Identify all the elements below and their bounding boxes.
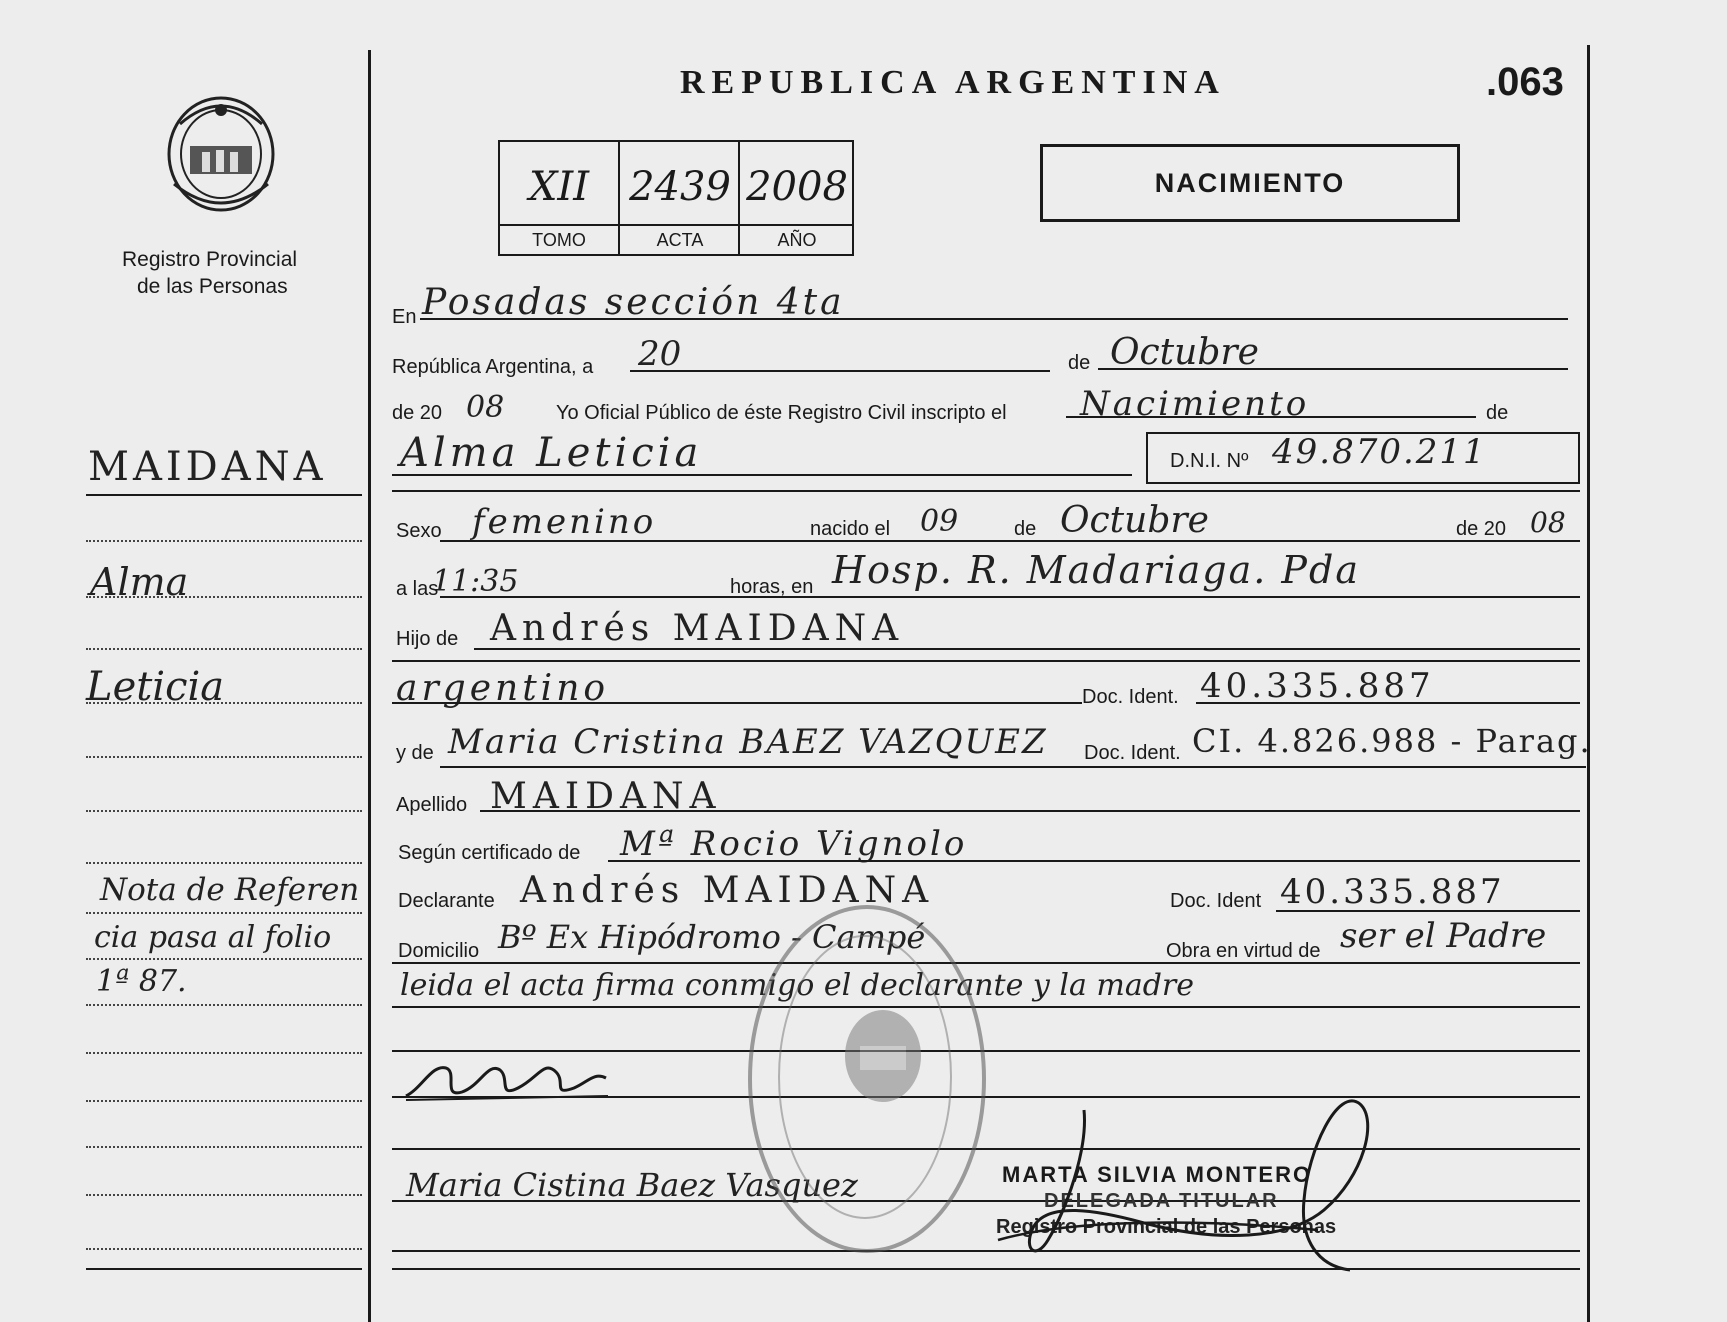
form-rule <box>474 648 1580 650</box>
form-rule <box>420 318 1568 320</box>
acta-value: 2439 <box>629 164 731 210</box>
form-rule <box>440 766 1586 768</box>
margin-surname: MAIDANA <box>88 444 327 490</box>
province-seal-logo <box>160 84 282 214</box>
oficial-label: Yo Oficial Público de éste Registro Civil inscripto el <box>556 402 1007 424</box>
record-box <box>498 140 854 256</box>
domicilio-label: Domicilio <box>398 940 480 962</box>
de-label: de <box>1068 352 1091 374</box>
tomo-cell <box>500 142 618 256</box>
form-rule <box>392 962 1580 964</box>
acta-label: ACTA <box>620 224 740 251</box>
alas-label: a las <box>396 578 439 600</box>
father-nationality: argentino <box>396 668 610 709</box>
form-rule <box>1196 702 1580 704</box>
form-rule <box>392 1148 1580 1150</box>
country-title: REPUBLICA ARGENTINA <box>680 64 1226 101</box>
name-value: Alma Leticia <box>400 430 703 476</box>
republica-label: República Argentina, a <box>392 356 594 378</box>
doc-ident3-label: Doc. Ident <box>1170 890 1262 912</box>
form-rule <box>1098 368 1568 370</box>
margin-rule <box>86 756 362 758</box>
margin-rule <box>86 1146 362 1148</box>
hijo-label: Hijo de <box>396 628 459 650</box>
form-rule <box>392 490 1580 492</box>
mother-signature: Maria Cistina Baez Vasquez <box>406 1166 858 1204</box>
father-doc: 40.335.887 <box>1200 666 1435 706</box>
official-org: Registro Provincial de las Personas <box>996 1216 1337 1238</box>
margin-note-line1: Nota de Referen <box>100 872 360 908</box>
form-rule <box>480 810 1580 812</box>
declarante-signature <box>402 1058 612 1106</box>
official-signature <box>988 1090 1388 1280</box>
father-value: Andrés MAIDANA <box>490 608 905 649</box>
year-prefix-label: de 20 <box>392 402 443 424</box>
form-rule <box>630 370 1050 372</box>
margin-rule <box>86 810 362 812</box>
form-rule <box>392 660 1580 662</box>
margin-note-line3: 1ª 87. <box>96 964 187 999</box>
form-rule <box>392 1268 1580 1270</box>
mother-value: Maria Cristina BAEZ VAZQUEZ <box>448 722 1048 762</box>
record-type-box: NACIMIENTO <box>1040 144 1460 222</box>
form-rule <box>440 596 1580 598</box>
en-label: En <box>392 306 417 328</box>
form-rule <box>1066 416 1476 418</box>
form-rule <box>608 860 1580 862</box>
acta-cell <box>618 142 740 256</box>
birth-month: Octubre <box>1060 500 1209 541</box>
margin-rule <box>86 540 362 542</box>
anio-value: 2008 <box>746 164 848 210</box>
left-margin-rule <box>368 50 371 1322</box>
form-rule <box>392 1200 1580 1202</box>
official-name: MARTA SILVIA MONTERO <box>1002 1162 1313 1187</box>
form-rule <box>392 1250 1580 1252</box>
tomo-label: TOMO <box>500 224 618 251</box>
de3-label: de <box>1014 518 1037 540</box>
form-rule <box>392 474 1132 476</box>
seal-emblem <box>838 1006 928 1106</box>
yde-label: y de <box>396 742 434 764</box>
nacido-label: nacido el <box>810 518 891 540</box>
dni-label: D.N.I. Nº <box>1170 450 1249 472</box>
de20-label: de 20 <box>1456 518 1507 540</box>
margin-rule <box>86 1194 362 1196</box>
declarante-doc: 40.335.887 <box>1280 872 1505 912</box>
form-rule <box>392 1050 1580 1052</box>
right-margin-rule <box>1587 45 1590 1322</box>
tomo-value: XII <box>528 164 590 210</box>
margin-rule <box>86 1052 362 1054</box>
obra-value: ser el Padre <box>1340 916 1547 956</box>
inscripto-value: Nacimiento <box>1080 384 1310 424</box>
margin-rule <box>86 1268 362 1270</box>
certificado-label: Según certificado de <box>398 842 581 864</box>
margin-rule <box>86 494 362 496</box>
sexo-label: Sexo <box>396 520 442 542</box>
month-value: Octubre <box>1110 332 1259 373</box>
year-value: 08 <box>466 390 505 425</box>
margin-second-name: Leticia <box>86 664 225 710</box>
registry-name-line2: de las Personas <box>137 275 288 298</box>
apellido-value: MAIDANA <box>490 776 722 817</box>
dni-value: 49.870.211 <box>1272 432 1487 472</box>
form-rule <box>392 1096 1580 1098</box>
margin-rule <box>86 912 362 914</box>
margin-rule <box>86 1248 362 1250</box>
leida-value: leida el acta firma conmigo el declarante y la madre <box>400 968 1195 1003</box>
horas-label: horas, en <box>730 576 814 598</box>
margin-note-line2: cia pasa al folio <box>94 920 332 955</box>
margin-rule <box>86 702 362 704</box>
margin-rule <box>86 862 362 864</box>
domicilio-value: Bº Ex Hipódromo - Campé <box>498 918 926 956</box>
obra-label: Obra en virtud de <box>1166 940 1321 962</box>
declarante-label: Declarante <box>398 890 495 912</box>
birth-day: 09 <box>920 504 959 539</box>
form-rule <box>440 540 1580 542</box>
official-role: DELEGADA TITULAR <box>1044 1190 1279 1212</box>
margin-first-name: Alma <box>90 560 189 604</box>
margin-rule <box>86 1100 362 1102</box>
document-number: .063 <box>1486 60 1564 104</box>
form-rule <box>392 702 1082 704</box>
doc-ident-label: Doc. Ident. <box>1082 686 1179 708</box>
hour-value: 11:35 <box>432 564 519 599</box>
birth-year: 08 <box>1530 506 1566 539</box>
doc-ident2-label: Doc. Ident. <box>1084 742 1181 764</box>
margin-rule <box>86 1004 362 1006</box>
sexo-value: femenino <box>472 502 657 542</box>
registry-name-line1: Registro Provincial <box>122 248 298 271</box>
anio-cell <box>738 142 854 256</box>
declarante-value: Andrés MAIDANA <box>520 870 935 911</box>
margin-rule <box>86 648 362 650</box>
certificado-value: Mª Rocio Vignolo <box>620 824 968 864</box>
margin-rule <box>86 596 362 598</box>
mother-doc: CI. 4.826.988 - Parag. <box>1192 722 1592 760</box>
en-value: Posadas sección 4ta <box>422 282 845 323</box>
apellido-label: Apellido <box>396 794 468 816</box>
day-value: 20 <box>638 334 682 374</box>
anio-label: AÑO <box>740 224 854 251</box>
form-rule <box>392 1006 1580 1008</box>
margin-rule <box>86 958 362 960</box>
place-value: Hosp. R. Madariaga. Pda <box>832 548 1360 592</box>
form-rule <box>1276 910 1580 912</box>
de2-label: de <box>1486 402 1509 424</box>
